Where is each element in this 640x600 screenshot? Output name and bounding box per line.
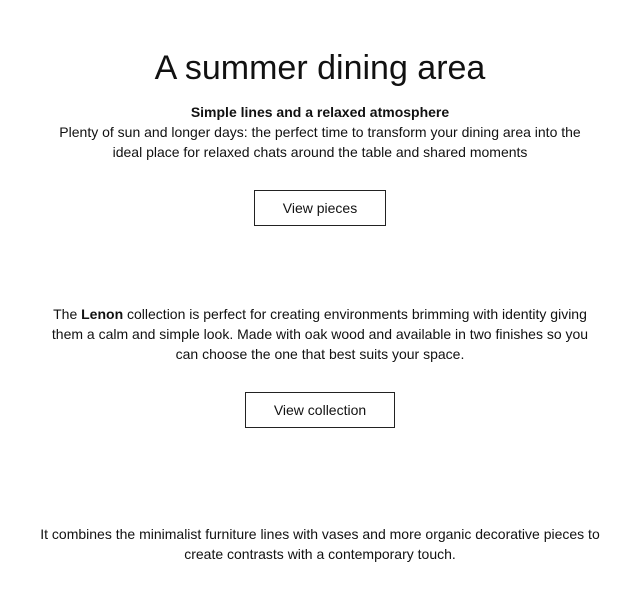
combine-description: It combines the minimalist furniture lines with vases and more organic decorative pieces to create contrasts with a contemporary touch. xyxy=(40,526,600,562)
collection-description xyxy=(44,304,596,364)
hero-description: Plenty of sun and longer days: the perfect time to transform your dining area into the ideal place for relaxed chats around the table and shared moments xyxy=(59,124,581,160)
page-title: A summer dining area xyxy=(154,49,486,87)
view-collection-button[interactable]: View collection xyxy=(245,392,395,428)
view-pieces-button[interactable]: View pieces xyxy=(254,190,386,226)
collection-text-after: collection is perfect for creating environments brimming with identity giving them a calm and simple look. Made with oak wood and available in two finishes so you can choose the one that best suits your space. xyxy=(51,306,589,362)
collection-name: Lenon xyxy=(81,306,124,322)
collection-text-before: The xyxy=(53,306,82,322)
hero-subtitle: Simple lines and a relaxed atmosphere xyxy=(190,104,450,120)
